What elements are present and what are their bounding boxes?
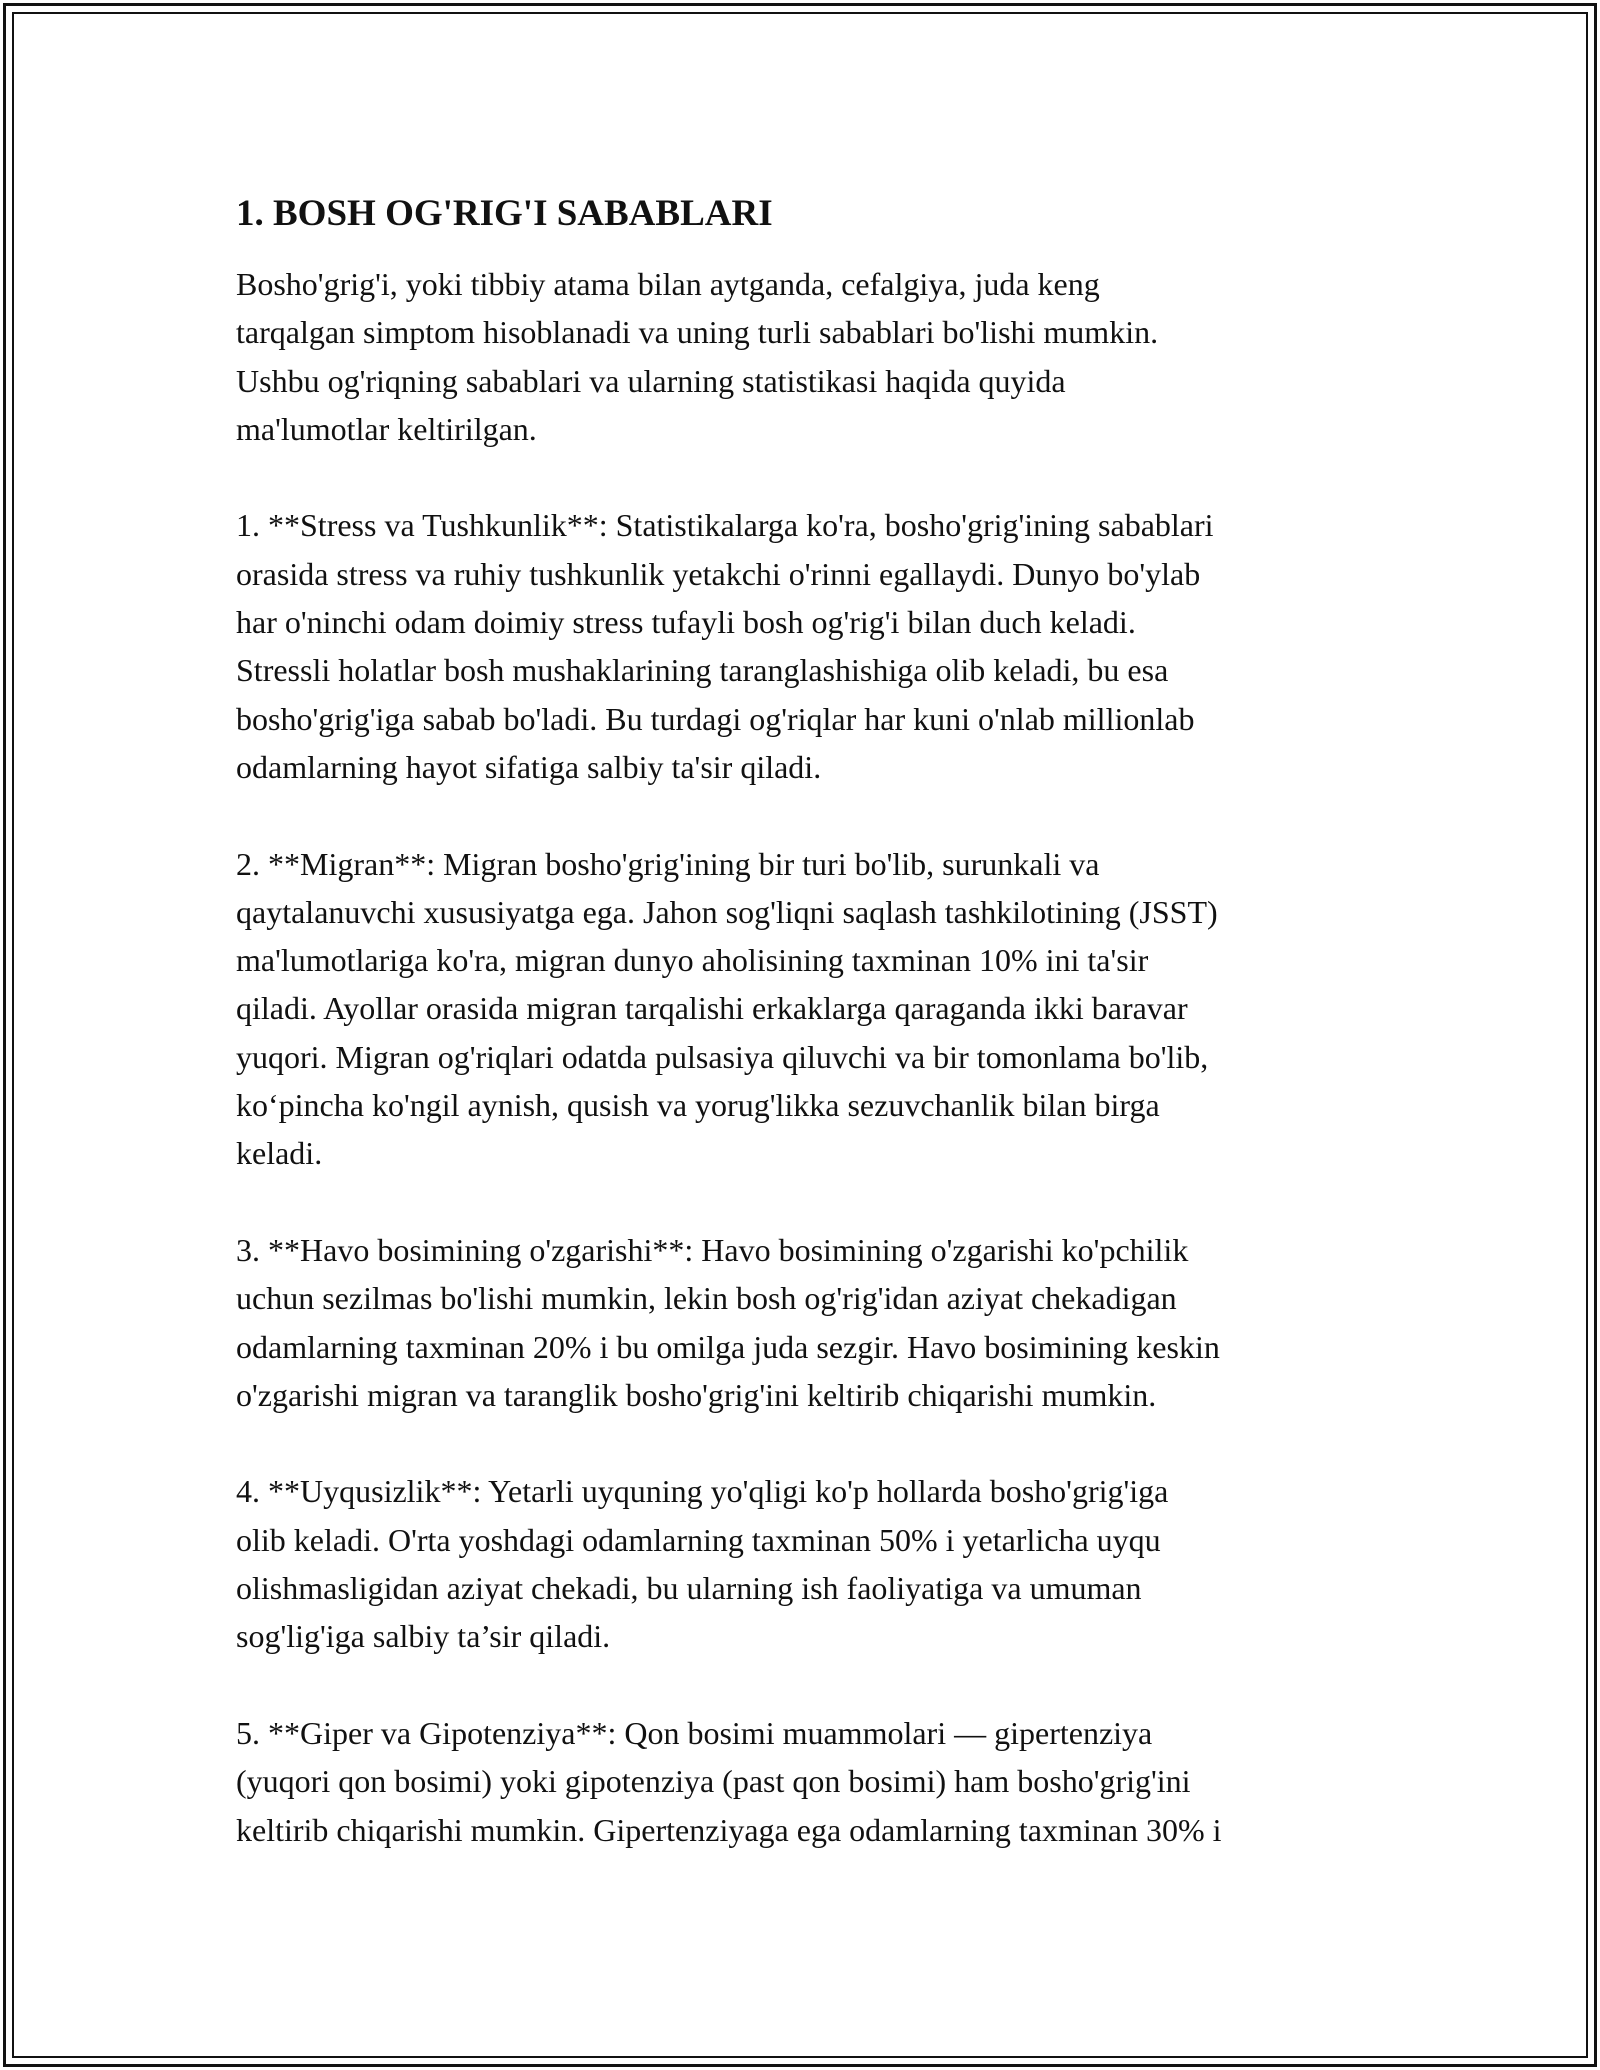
paragraph-spacer xyxy=(236,791,1376,839)
paragraph-spacer xyxy=(236,1661,1376,1709)
paragraph-spacer xyxy=(236,1178,1376,1226)
paragraph-uyqusizlik: 4. **Uyqusizlik**: Yetarli uyquning yo'qligi ko'p hollarda bosho'grig'iga olib keladi. O'rta yoshdagi odamlarning taxminan 50% i yetarlicha uyqu olishmasligidan aziyat chekadi, bu ularning ish faoliyatiga va umuman sog'lig'iga salbiy ta’sir qiladi. xyxy=(236,1473,1169,1655)
paragraph-giper-gipotenziya: 5. **Giper va Gipotenziya**: Qon bosimi muammolari — gipertenziya (yuqori qon bosimi) yoki gipotenziya (past qon bosimi) ham bosho'grig'ini keltirib chiqarishi mumkin. Gipertenziyaga ega odamlarning taxminan 30% i xyxy=(236,1714,1222,1848)
intro-paragraph: Bosho'grig'i, yoki tibbiy atama bilan aytganda, cefalgiya, juda keng tarqalgan simptom hisoblanadi va uning turli sabablari bo'lishi mumkin. Ushbu og'riqning sabablari va ularning statistikasi haqida quyida ma'lumotlar keltirilgan. xyxy=(236,266,1159,447)
paragraph-spacer xyxy=(236,453,1376,501)
paragraph-havo-bosimi: 3. **Havo bosimining o'zgarishi**: Havo bosimining o'zgarishi ko'pchilik uchun sezilmas bo'lishi mumkin, lekin bosh og'rig'idan aziyat chekadigan odamlarning taxminan 20% i bu omilga juda sezgir. Havo bosimining keskin o'zgarishi migran va taranglik bosho'grig'ini keltirib chiqarishi mumkin. xyxy=(236,1231,1220,1413)
paragraph-migran: 2. **Migran**: Migran bosho'grig'ining bir turi bo'lib, surunkali va qaytalanuvchi xususiyatga ega. Jahon sog'liqni saqlash tashkilotining (JSST) ma'lumotlariga ko'ra, migran dunyo aholisining taxminan 10% ini ta'sir qiladi. Ayollar orasida migran tarqalishi erkaklarga qaraganda ikki baravar yuqori. Migran og'riqlari odatda pulsasiya qiluvchi va bir tomonlama bo'lib, ko‘pincha ko'ngil aynish, qusish va yorug'likka sezuvchanlik bilan birga keladi. xyxy=(236,845,1218,1172)
paragraph-stress: 1. **Stress va Tushkunlik**: Statistikalarga ko'ra, bosho'grig'ining sabablari orasida stress va ruhiy tushkunlik yetakchi o'rinni egallaydi. Dunyo bo'ylab har o'ninchi odam doimiy stress tufayli bosh og'rig'i bilan duch keladi. Stressli holatlar bosh mushaklarining taranglashishiga olib keladi, bu esa bosho'grig'iga sabab bo'ladi. Bu turdagi og'riqlar har kuni o'nlab millionlab odamlarning hayot sifatiga salbiy ta'sir qiladi. xyxy=(236,507,1214,785)
paragraph-spacer xyxy=(236,1419,1376,1467)
document-body xyxy=(236,190,1376,1854)
page-title: 1. BOSH OG'RIG'I SABABLARI xyxy=(236,193,773,234)
